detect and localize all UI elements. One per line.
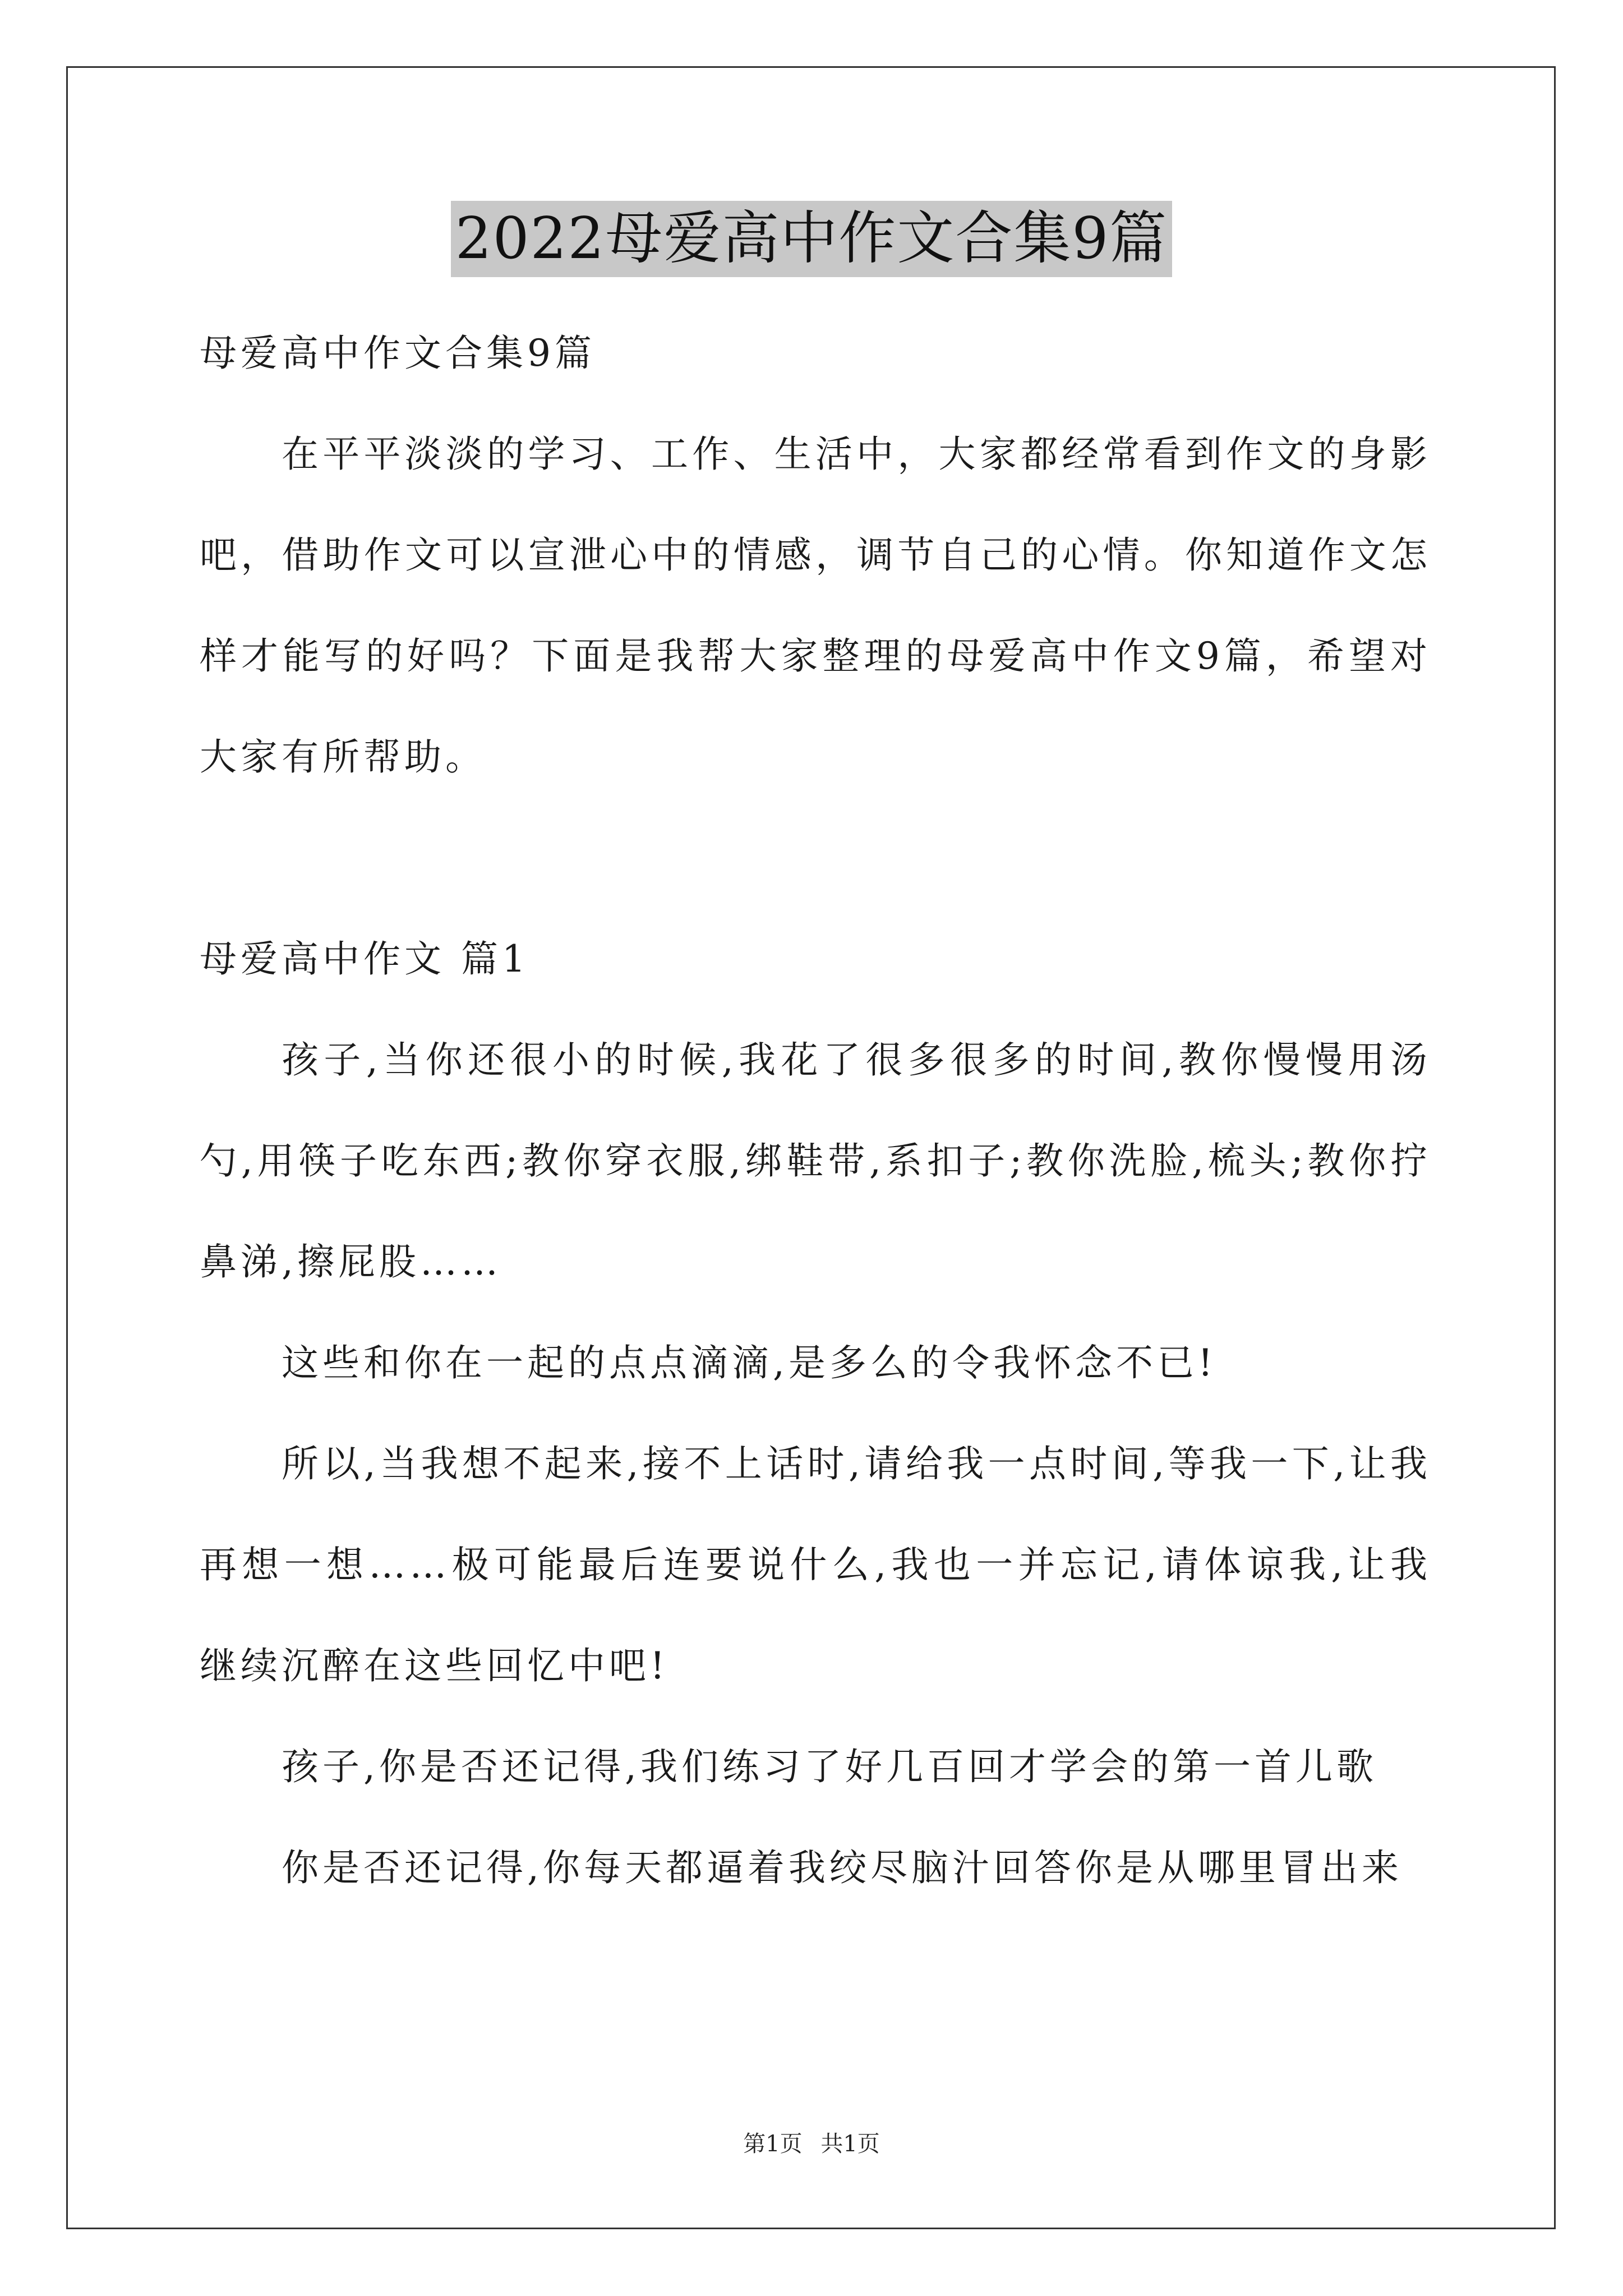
section-heading: 母爱高中作文 篇1 [200,937,529,981]
intro-paragraph: 在平平淡淡的学习、工作、生活中，大家都经常看到作文的身影吧，借助作文可以宣泄心中的情感，调节自己的心情。你知道作文怎样才能写的好吗？下面是我帮大家整理的母爱高中作文9篇，希望对大家有所帮助。 [200,432,1431,779]
body-paragraph: 你是否还记得,你每天都逼着我绞尽脑汁回答你是从哪里冒出来 [282,1846,1403,1889]
document-subtitle: 母爱高中作文合集9篇 [200,332,596,375]
body-paragraph: 所以,当我想不起来,接不上话时,请给我一点时间,等我一下,让我再想一想……极可能最后连要说什么,我也一并忘记,请体谅我,让我继续沉醉在这些回忆中吧! [200,1442,1431,1687]
page-footer: 第1页 共1页 [743,2131,880,2157]
body-paragraph: 孩子,你是否还记得,我们练习了好几百回才学会的第一首儿歌 [282,1745,1377,1788]
document-body [200,303,1431,1918]
body-paragraph: 这些和你在一起的点点滴滴,是多么的令我怀念不已! [282,1341,1217,1384]
body-paragraph: 孩子,当你还很小的时候,我花了很多很多的时间,教你慢慢用汤勺,用筷子吃东西;教你穿衣服,绑鞋带,系扣子;教你洗脸,梳头;教你拧鼻涕,擦屁股…… [200,1038,1431,1283]
title-container [0,201,1623,277]
document-title: 2022母爱高中作文合集9篇 [451,201,1172,277]
section-spacer [200,808,1431,909]
